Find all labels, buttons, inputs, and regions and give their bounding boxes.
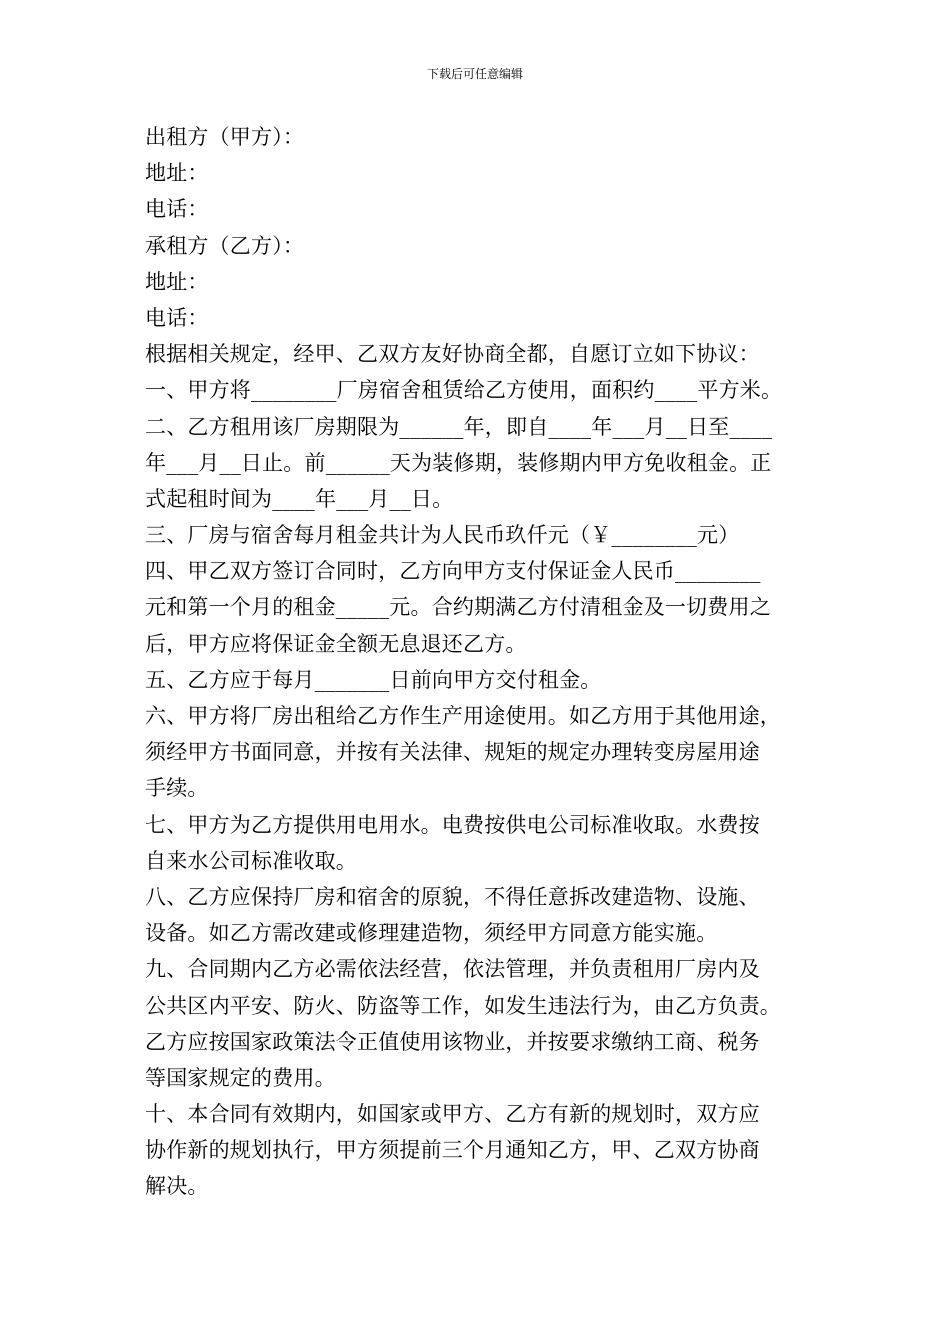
clause-6-line-2: 须经甲方书面同意，并按有关法律、规矩的规定办理转变房屋用途 <box>145 740 760 765</box>
clause-4-line-1: 四、甲乙双方签订合同时，乙方向甲方支付保证金人民币________ <box>145 559 761 584</box>
page-header-note: 下载后可任意编辑 <box>426 67 523 81</box>
clause-10-line-1: 十、本合同有效期内，如国家或甲方、乙方有新的规划时，双方应 <box>145 1102 760 1127</box>
contract-body <box>145 119 825 1205</box>
clause-3: 三、厂房与宿舍每月租金共计为人民币玖仟元（￥________元） <box>145 523 740 548</box>
clause-6-line-1: 六、甲方将厂房出租给乙方作生产用途使用。如乙方用于其他用途， <box>145 704 781 728</box>
clause-7-line-2: 自来水公司标准收取。 <box>145 848 357 873</box>
lessor-label: 出租方（甲方）： <box>145 125 305 149</box>
clause-2-line-3: 式起租时间为____年___月__日。 <box>145 486 454 511</box>
clause-10-line-3: 解决。 <box>145 1174 209 1199</box>
clause-7-line-1: 七、甲方为乙方提供用电用水。电费按供电公司标准收取。水费按 <box>145 812 760 837</box>
lessee-phone: 电话： <box>145 305 209 330</box>
lessee-address: 地址： <box>145 269 209 294</box>
clause-1: 一、甲方将________厂房宿舍租赁给乙方使用，面积约____平方米。 <box>145 378 783 403</box>
clause-4-line-3: 后，甲方应将保证金全额无息退还乙方。 <box>145 631 527 656</box>
lessee-label: 承租方（乙方）： <box>145 233 305 258</box>
clause-4-line-2: 元和第一个月的租金_____元。合约期满乙方付清租金及一切费用之 <box>145 595 771 620</box>
clause-2-line-2: 年___月__日止。前______天为装修期，装修期内甲方免收租金。正 <box>145 450 772 475</box>
lessor-address: 地址： <box>145 161 209 186</box>
clause-6-line-3: 手续。 <box>145 776 209 801</box>
clause-9-line-2: 公共区内平安、防火、防盗等工作，如发生违法行为，由乙方负责。 <box>145 993 781 1018</box>
clause-8-line-2: 设备。如乙方需改建或修理建造物，须经甲方同意方能实施。 <box>145 921 718 946</box>
lessor-phone: 电话： <box>145 197 209 222</box>
clause-10-line-2: 协作新的规划执行，甲方须提前三个月通知乙方，甲、乙双方协商 <box>145 1138 760 1163</box>
preamble: 根据相关规定，经甲、乙双方友好协商全都，自愿订立如下协议： <box>145 342 760 367</box>
clause-9-line-4: 等国家规定的费用。 <box>145 1065 336 1090</box>
clause-2-line-1: 二、乙方租用该厂房期限为______年，即自____年___月__日至____ <box>145 414 773 439</box>
clause-9-line-1: 九、合同期内乙方必需依法经营，依法管理，并负责租用厂房内及 <box>145 957 760 982</box>
clause-8-line-1: 八、乙方应保持厂房和宿舍的原貌，不得任意拆改建造物、设施、 <box>145 884 760 909</box>
clause-5: 五、乙方应于每月_______日前向甲方交付租金。 <box>145 667 602 692</box>
clause-9-line-3: 乙方应按国家政策法令正值使用该物业，并按要求缴纳工商、税务 <box>145 1029 760 1054</box>
